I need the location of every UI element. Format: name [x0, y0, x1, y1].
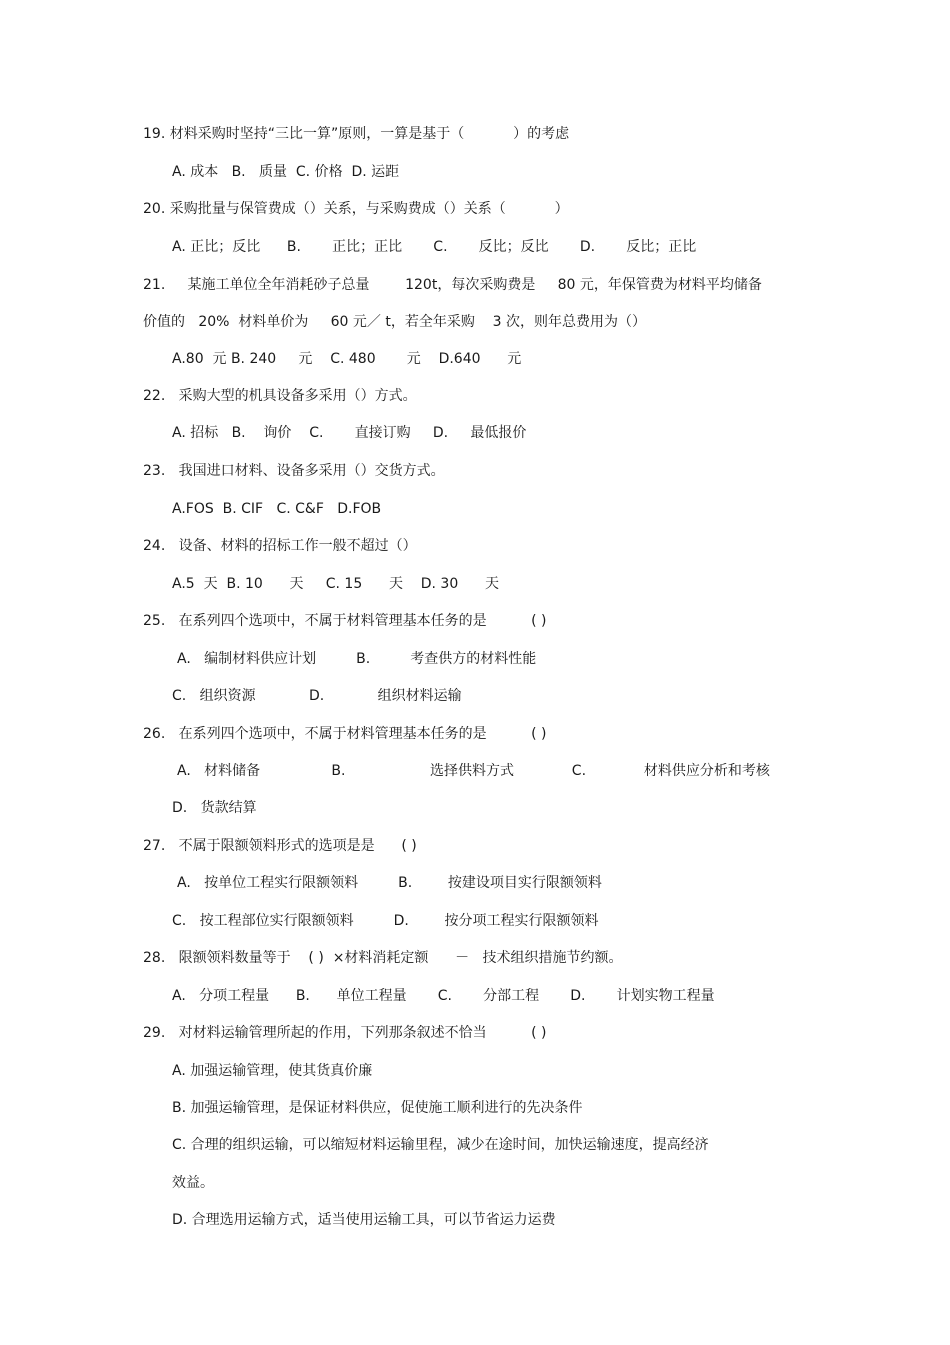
question-29-option-a: A. 加强运输管理，使其货真价廉	[172, 1063, 373, 1079]
question-29-option-c-continued: 效益。	[172, 1175, 214, 1191]
question-27-options-ab: A. 按单位工程实行限额领料 B. 按建设项目实行限额领料	[177, 875, 602, 891]
question-29-option-c: C. 合理的组织运输，可以缩短材料运输里程，减少在途时间，加快运输速度，提高经济	[172, 1137, 709, 1153]
question-26: 26. 在系列四个选项中，不属于材料管理基本任务的是 ( )	[143, 726, 547, 742]
question-20-options: A. 正比；反比 B. 正比；正比 C. 反比；反比 D. 反比；正比	[172, 239, 697, 255]
question-24-options: A.5 天 B. 10 天 C. 15 天 D. 30 天	[172, 576, 499, 592]
question-24: 24. 设备、材料的招标工作一般不超过（）	[143, 538, 417, 554]
question-27-options-cd: C. 按工程部位实行限额领料 D. 按分项工程实行限额领料	[172, 913, 599, 929]
question-28: 28. 限额领料数量等于 ( ) ×材料消耗定额 － 技术组织措施节约额。	[143, 950, 623, 966]
question-22: 22. 采购大型的机具设备多采用（）方式。	[143, 388, 417, 404]
question-25-options-ab: A. 编制材料供应计划 B. 考查供方的材料性能	[177, 651, 537, 667]
question-21-options: A.80 元 B. 240 元 C. 480 元 D.640 元	[172, 351, 522, 367]
question-29: 29. 对材料运输管理所起的作用，下列那条叙述不恰当 ( )	[143, 1025, 547, 1041]
question-28-options: A. 分项工程量 B. 单位工程量 C. 分部工程 D. 计划实物工程量	[172, 988, 715, 1004]
question-26-options-abc: A. 材料储备 B. 选择供料方式 C. 材料供应分析和考核	[177, 763, 770, 779]
question-25: 25. 在系列四个选项中，不属于材料管理基本任务的是 ( )	[143, 613, 547, 629]
question-29-option-d: D. 合理选用运输方式，适当使用运输工具，可以节省运力运费	[172, 1212, 556, 1228]
question-23-options: A.FOS B. CIF C. C&F D.FOB	[172, 501, 382, 517]
question-21: 21. 某施工单位全年消耗砂子总量 120t，每次采购费是 80 元，年保管费为材料平均储备	[143, 277, 762, 293]
question-23: 23. 我国进口材料、设备多采用（）交货方式。	[143, 463, 445, 479]
question-26-option-d: D. 货款结算	[172, 800, 257, 816]
question-20: 20. 采购批量与保管费成（）关系，与采购费成（）关系（ ）	[143, 201, 569, 217]
question-25-options-cd: C. 组织资源 D. 组织材料运输	[172, 688, 462, 704]
question-29-option-b: B. 加强运输管理，是保证材料供应，促使施工顺利进行的先决条件	[172, 1100, 583, 1116]
question-19: 19. 材料采购时坚持“三比一算”原则，一算是基于（ ）的考虑	[143, 126, 570, 142]
question-22-options: A. 招标 B. 询价 C. 直接订购 D. 最低报价	[172, 425, 527, 441]
question-19-options: A. 成本 B. 质量 C. 价格 D. 运距	[172, 164, 400, 180]
question-21-continued: 价值的 20% 材料单价为 60 元／ t，若全年采购 3 次，则年总费用为（）	[143, 314, 646, 330]
question-27: 27. 不属于限额领料形式的选项是是 ( )	[143, 838, 417, 854]
